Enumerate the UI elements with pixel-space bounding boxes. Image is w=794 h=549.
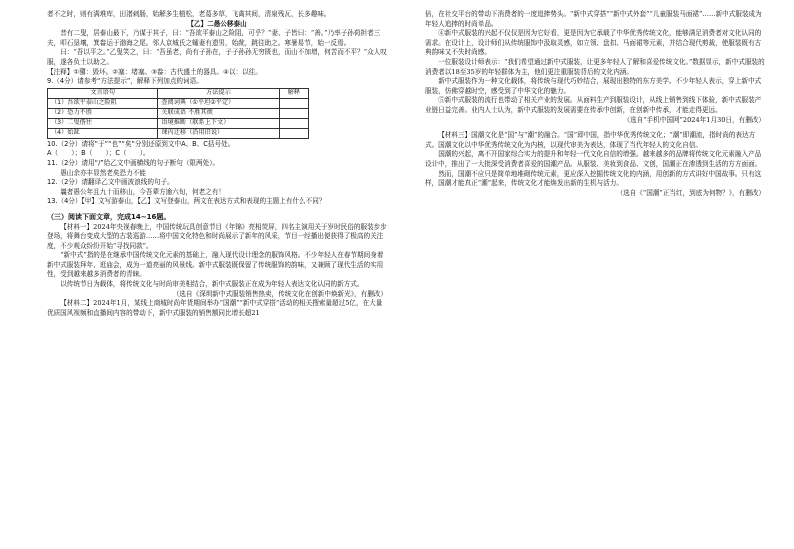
material-3-paragraph-3: 然而，国潮不应只是简单地堆砌传统元素，更应深入挖掘传统文化的内涵，用创新的方式讲好中国故事。只有这样，国潮才能真正“潮”起来，传统文化才能焕发出新的生机与活力。 — [425, 169, 762, 188]
material-1-paragraph-1: 【材料一】2024年央视春晚上，中国传统玩具创意节目《年锦》亮相荧屏，四名主演用关于岁时民俗的服装步步登场，将舞台变成大型的古装巡游……将中国文化特色和时尚展示了新年的风采，节目一经播出便获得了极高的关注度，不少观众纷纷开始“寻找同款”。 — [47, 222, 387, 250]
table-cell: （4）始龀 — [48, 128, 158, 138]
passage-b-title: 【乙】二愚公移泰山 — [187, 19, 247, 28]
question-13: 13.（4分）【甲】文写游泰山，【乙】文写登泰山，两文在表达方式和表现的主题上有什么不同？ — [47, 197, 326, 206]
material-2-continued: 倍，在社交平台的带动下消费者的一度追捧势头。“新中式穿搭”“新中式外套”“儿童服装马面裙”……新中式服装成为年轻人追捧的时尚单品。 — [425, 10, 762, 28]
table-cell: 关联成语 不胜其烦 — [158, 108, 279, 118]
answer-cell[interactable] — [279, 98, 308, 108]
table-cell: 查阅词典（①平坦②平定） — [158, 98, 279, 108]
table-cell: （2）恐力不胜 — [48, 108, 158, 118]
left-column — [47, 10, 387, 318]
question-10: 10.（2分）请将“于”“也”“矣”分别还原到文中A、B、C括号处。 — [47, 139, 235, 148]
passage-b-paragraph-2: 曰：“吾以平之。”乙叟笑之，曰：“吾虽老，尚有子孙在，子子孙孙无穷匮也，而山不加增，何苦而不平？”众人叹服，遂各负土以助之。 — [47, 48, 387, 66]
right-column — [425, 10, 765, 198]
table-cell: （3）二叟偕往 — [48, 118, 158, 128]
material-2-paragraph-4: ④新中式服装的兴起不仅仅是因为它好看，更是因为它承载了中华优秀传统文化，能够满足消费者对文化认同的需求。在设计上，设计师们从传统服饰中汲取灵感，如立领、盘扣、马面裙等元素，并结合现代剪裁，使服装既有古典韵味又不失时尚感。 — [425, 29, 762, 57]
material-1-paragraph-2: “新中式”指的是在继承中国传统文化元素的基础上，融入现代设计理念的服饰风格。不少年轻人在春节期间身着新中式服装拜年、逛庙会，成为一道亮丽的风景线。新中式服装既保留了传统服饰的韵味，又兼顾了现代生活的实用性，受到越来越多消费者的青睐。 — [47, 251, 384, 279]
passage-a-tail: 者不之时，则有满堆库，田渚刺肠，始解多生植松，老葛多草，飞禽其间，清泉残瓦，长多趣味。 — [47, 10, 331, 18]
question-9: 9.（4分）请参考“方法提示”，解释下列加点的词语。 — [47, 77, 203, 86]
material-1-paragraph-3: 以传统节日为载体，将传统文化与时尚审美相结合，新中式服装正在成为年轻人表达文化认同的新方式。 — [60, 280, 364, 289]
section-3-title: （三）阅读下面文章，完成14~16题。 — [47, 212, 171, 221]
passage-b-paragraph-1: 昔有二叟，居泰山最下，乃谋于其子，曰：“吾欲平泰山之险阻，可乎？”妻、子皆曰：“善。”乃率子孙荷担者三夫，叩石垦壤，箕畚运于渤海之尾。邻人京城氏之孀妻有遗男，始龀，跳往助之。寒暑易节，始一反焉。 — [47, 29, 381, 47]
material-3-paragraph-1: 【材料三】国潮文化是“国”与“潮”的融合。“国”即中国，指中华优秀传统文化；“潮”即潮流，指时尚的表达方式。国潮文化以中华优秀传统文化为内核，以现代审美为表达，体现了当代年轻人的文化自信。 — [425, 131, 756, 149]
table-header-cell: 方法提示 — [158, 88, 279, 98]
table-row — [48, 128, 309, 138]
material-2-source: （选自“手机中国网”2024年1月30日，有删改） — [623, 115, 765, 124]
material-2-paragraph-5: ⑤新中式服装的流行也带动了相关产业的发展。从面料生产到服装设计，从线上销售到线下体验，新中式服装产业链日益完善。业内人士认为，新中式服装的发展需要在传承中创新，在创新中传承，才能走得更远。 — [425, 96, 762, 114]
question-12-sentence: 曩者愚公年且九十而移山，今吾辈方逾六旬，何老之有！ — [60, 187, 226, 196]
table-cell: 语境推断（联系上下文） — [158, 118, 279, 128]
method-table — [47, 88, 309, 139]
table-row — [48, 118, 309, 128]
material-2-paragraph-1: 【材料二】2024年1月，某线上商城时尚年货期间举办“国潮”“新中式穿搭”活动的相关搜索量超过5亿，在大量优质国风视频和直播间内容的带动下，新中式服装的销售额同比增长超21 — [47, 299, 383, 317]
question-12: 12.（2分）请翻译乙文中画波浪线的句子。 — [47, 178, 174, 187]
question-10-answer[interactable]: A（ ）；B（ ）；C（ ）。 — [47, 149, 150, 158]
table-cell: 课内迁移（沿用旧说） — [158, 128, 279, 138]
table-row — [48, 108, 309, 118]
question-11: 11.（2分）请用“/”给乙文中画横线的句子断句（限两处）。 — [47, 158, 220, 167]
material-2-paragraph-culture: 新中式服装作为一种文化载体，将传统与现代巧妙结合，展现出独特的东方美学。不少年轻人表示，穿上新中式服装，仿佛穿越时空，感受到了中华文化的魅力。 — [425, 77, 762, 95]
table-cell: （1）吾欲平泰山之险阻 — [48, 98, 158, 108]
table-row — [48, 98, 309, 108]
material-2-quote: 一位服装设计师表示：“我们希望通过新中式服装，让更多年轻人了解和喜爱传统文化。”数据显示，新中式服装的消费者以18至35岁的年轻群体为主，他们更注重服装背后的文化内涵。 — [425, 57, 765, 76]
passage-note: 【注释】①隳：毁坏。②塞：堵塞。③畚：古代盛土的器具。④以：以往。 — [47, 67, 262, 76]
table-header-cell: 解释 — [279, 88, 308, 98]
answer-cell[interactable] — [279, 108, 308, 118]
answer-cell[interactable] — [279, 128, 308, 138]
question-11-sentence: 愚山余亦丰显然老矣恐力不能 — [60, 168, 146, 177]
table-header-cell: 文言语句 — [48, 88, 158, 98]
answer-cell[interactable] — [279, 118, 308, 128]
material-3-source: （选自《“国潮”正当红，到底为何物？》，有删改） — [616, 188, 765, 197]
table-header-row — [48, 88, 309, 98]
material-3-paragraph-2: 国潮的兴起，离不开国家综合实力的提升和年轻一代文化自信的增强。越来越多的品牌将传统文化元素融入产品设计中，推出了一大批深受消费者喜爱的国潮产品。从服装、美妆到食品、文创，国潮正在渗透到生活的方方面面。 — [425, 150, 762, 168]
material-1-source: （选自《深圳新中式服装销售热卖，传统文化在创新中焕新光》，有删改） — [172, 289, 387, 298]
